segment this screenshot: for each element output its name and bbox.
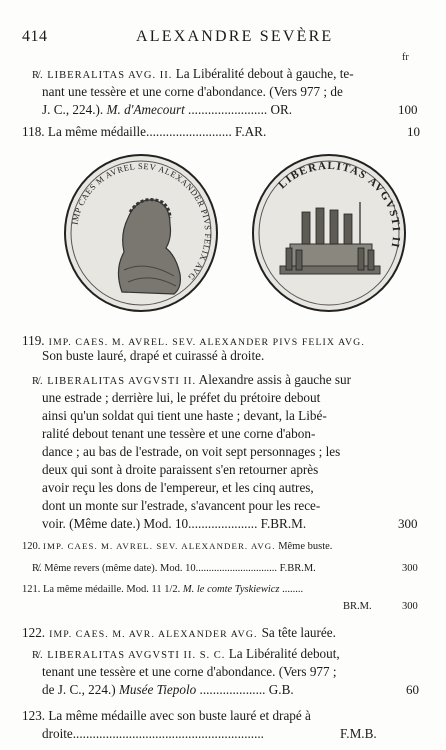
metal-code: G.B. <box>268 682 294 697</box>
entry-number: 123. <box>22 708 46 723</box>
entry-number: 119. <box>22 333 45 348</box>
reverse-text-line <box>42 516 306 532</box>
collection-name: M. le comte Tyskiewicz <box>182 584 280 595</box>
dot-leader: .................... <box>199 682 266 697</box>
running-title: ALEXANDRE SEVÈRE <box>136 28 334 45</box>
metal-code: OR. <box>270 102 293 117</box>
metal-code: F.AR. <box>235 124 267 139</box>
obverse-legend: IMP. CAES. M. AVREL. SEV. ALEXANDER PIVS FELIX AVG. <box>48 337 365 348</box>
date-module: voir. (Même date.) Mod. 10..................... <box>42 516 258 531</box>
entry-117-reverse-line2: nant une tessère et une corne d'abondance. (Vers 977 ; de <box>42 84 343 99</box>
entry-119-reverse-line1 <box>32 372 351 388</box>
price: 60 <box>406 682 419 697</box>
reverse-text: R̸. Même revers (même date). Mod. 10............................... <box>32 563 277 574</box>
obverse-legend: IMP. CAES. M. AVR. ALEXANDER AVG. <box>49 629 258 640</box>
entry-number: 118. <box>22 124 45 139</box>
entry-text: La même médaille.......................... <box>47 124 232 139</box>
reverse-text: La Libéralité debout à gauche, te- <box>175 66 354 81</box>
reverse-legend: R̸. LIBERALITAS AVGVSTI II. S. C. <box>32 650 226 661</box>
collection-name: M. d'Amecourt <box>106 102 185 117</box>
price: 300 <box>398 516 418 531</box>
date-text: de J. C., 224.) <box>42 682 116 697</box>
entry-117-reverse-line3 <box>42 102 292 118</box>
reverse-text-line: dance ; au bas de l'estrade, on voit sept personnages ; les <box>42 444 341 459</box>
reverse-text-line: dont un monte sur l'estrade, s'avancent pour les rece- <box>42 498 321 513</box>
metal-code: F.BR.M. <box>279 563 316 574</box>
entry-118 <box>22 124 266 140</box>
coin-obverse-image <box>62 152 220 314</box>
entry-122-reverse-line1 <box>32 646 340 662</box>
reverse-legend: R̸. LIBERALITAS AVG. II. <box>32 70 173 81</box>
entry-120 <box>22 541 332 552</box>
obverse-description: Même buste. <box>278 541 333 552</box>
reverse-text-line: ralité debout tenant une tessère et une corne d'abon- <box>42 426 316 441</box>
entry-number: 122. <box>22 625 46 640</box>
reverse-text: Alexandre assis à gauche sur <box>198 372 352 387</box>
coin-obverse-legend: IMP CAES M AVREL SEV ALEXANDER PIVS FELIX AVG <box>69 160 214 283</box>
price: 100 <box>398 102 418 117</box>
metal-code: F.BR.M. <box>260 516 307 531</box>
collection-name: Musée Tiepolo <box>118 682 197 697</box>
currency-note: fr <box>402 52 409 63</box>
price: 10 <box>407 124 420 139</box>
reverse-text-line <box>42 682 294 698</box>
entry-122-obverse <box>22 624 336 642</box>
metal-code: BR.M. <box>343 601 372 612</box>
obverse-legend: IMP. CAES. M. AVREL. SEV. ALEXANDER. AVG. <box>43 541 276 551</box>
reverse-text: La Libéralité debout, <box>228 646 340 661</box>
dot-leader: ........................ <box>188 102 268 117</box>
date-text: J. C., 224.). <box>42 102 104 117</box>
entry-121 <box>22 584 303 595</box>
dot-leader: ........ <box>282 584 304 595</box>
entry-123-line2: droite.......................................................... <box>42 726 264 741</box>
reverse-text-line: une estrade ; derrière lui, le préfet du prétoire debout <box>42 390 321 405</box>
reverse-legend: R̸. LIBERALITAS AVGVSTI II. <box>32 376 197 387</box>
entry-120-reverse <box>32 563 316 574</box>
reverse-text-line: ainsi qu'un soldat qui tient une haste ; devant, la Libé- <box>42 408 327 423</box>
coin-reverse-legend: LIBERALITAS AVGVSTI II <box>276 159 403 250</box>
entry-number: 120. <box>22 541 41 552</box>
entry-text: La même médaille avec son buste lauré et drapé à <box>48 708 311 723</box>
reverse-text-line: deux qui sont à droite paraissent s'en retourner après <box>42 462 319 477</box>
page-number: 414 <box>22 28 48 45</box>
entry-text: La même médaille. Mod. 11 1/2. <box>43 584 181 595</box>
coin-reverse-image <box>250 152 408 314</box>
price: 300 <box>402 601 418 612</box>
entry-117-reverse-line1 <box>32 66 354 82</box>
entry-number: 121. <box>22 584 41 595</box>
obverse-description: Sa tête laurée. <box>261 625 336 640</box>
reverse-text-line: avoir reçu les dons de l'empereur, et les cinq autres, <box>42 480 314 495</box>
obverse-description: Son buste lauré, drapé et cuirassé à droite. <box>42 348 265 363</box>
metal-code: F.M.B. <box>340 726 377 741</box>
reverse-text-line: tenant une tessère et une corne d'abondance. (Vers 977 ; <box>42 664 337 679</box>
price: 300 <box>402 563 418 574</box>
entry-123-line1 <box>22 708 311 724</box>
